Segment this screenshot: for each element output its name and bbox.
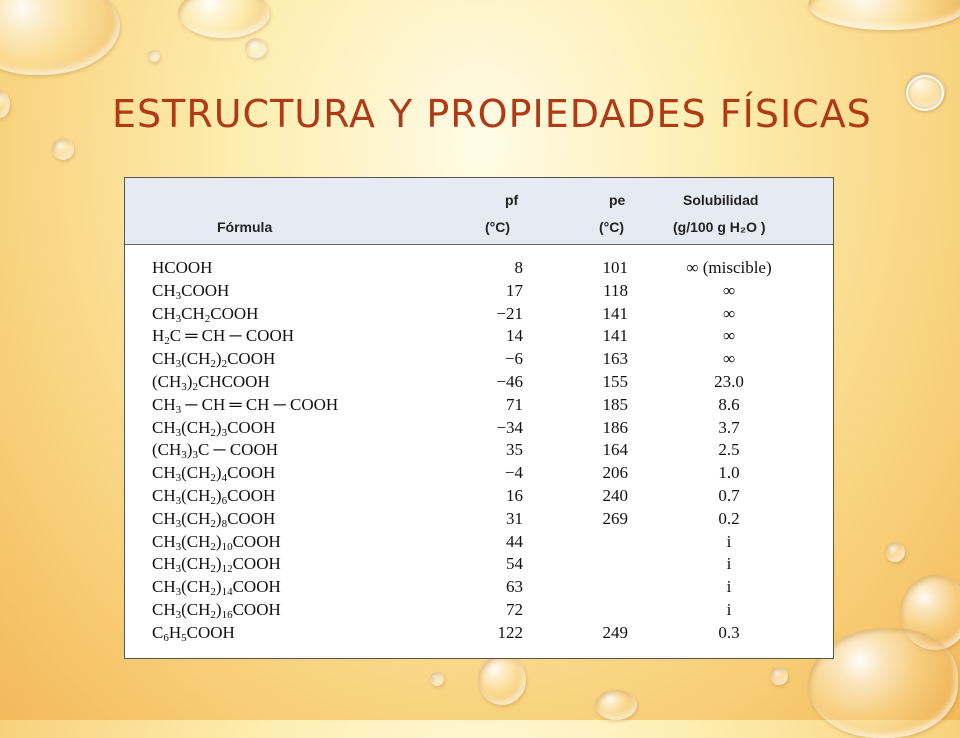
- cell-melting-point: 63: [506, 577, 523, 597]
- cell-formula: HCOOH: [152, 258, 213, 277]
- cell-boiling-point: 141: [602, 326, 628, 346]
- table-row: [125, 485, 833, 508]
- cell-solubility: i: [726, 554, 732, 574]
- table-header: [125, 178, 833, 245]
- table-row: [125, 280, 833, 303]
- cell-formula: $CH_3$ ─ CH ═ CH ─ COOH: [152, 394, 339, 416]
- cell-melting-point: 14: [506, 326, 523, 346]
- table-row: [125, 531, 833, 554]
- cell-solubility: ∞: [722, 349, 736, 369]
- cell-melting-point: 16: [506, 485, 523, 505]
- table-row: [125, 508, 833, 531]
- cell-solubility: 1.0: [718, 463, 740, 483]
- cell-formula: $(CH_3)_3C$ ─ COOH: [152, 440, 279, 462]
- cell-melting-point: 8: [514, 258, 523, 277]
- water-droplet: [52, 138, 74, 160]
- cell-boiling-point: 155: [602, 371, 628, 391]
- cell-formula: $CH_3(CH_2)_{12}COOH$: [152, 554, 281, 576]
- water-droplet: [0, 0, 120, 75]
- table-row: [125, 348, 833, 371]
- cell-solubility: ∞: [722, 326, 736, 346]
- cell-boiling-point: 206: [602, 463, 628, 483]
- cell-formula: $CH_3(CH_2)_{14}COOH$: [152, 577, 281, 599]
- table-row: [125, 462, 833, 485]
- cell-solubility: ∞: [722, 280, 736, 300]
- water-droplet: [885, 542, 905, 562]
- table-body: [125, 257, 833, 645]
- water-ring: [906, 75, 944, 111]
- cell-solubility: 23.0: [714, 371, 744, 391]
- cell-formula: $(CH_3)_2CHCOOH$: [152, 371, 270, 393]
- table-row: [125, 622, 833, 645]
- cell-formula: $CH_3(CH_2)_3COOH$: [152, 417, 276, 439]
- cell-melting-point: 122: [497, 622, 523, 642]
- cell-boiling-point: 185: [602, 394, 628, 414]
- water-droplet: [245, 38, 267, 58]
- cell-boiling-point: 269: [602, 508, 628, 528]
- table-row: [125, 394, 833, 417]
- cell-boiling-point: 240: [602, 485, 628, 505]
- cell-boiling-point: 164: [602, 440, 628, 460]
- cell-formula: $CH_3(CH_2)_2COOH$: [152, 349, 276, 371]
- cell-melting-point: −34: [496, 417, 523, 437]
- cell-solubility: i: [726, 599, 732, 619]
- cell-boiling-point: 118: [603, 280, 628, 300]
- cell-formula: $CH_3COOH$: [152, 280, 230, 302]
- cell-melting-point: 54: [506, 554, 523, 574]
- water-droplet: [770, 667, 788, 685]
- cell-formula: $H_2C$ ═ CH ─ COOH: [152, 326, 294, 348]
- water-droplet: [478, 655, 526, 705]
- table-row: [125, 325, 833, 348]
- cell-solubility: 0.2: [718, 508, 740, 528]
- header-pe: pe: [609, 192, 626, 208]
- cell-formula: $CH_3(CH_2)_{10}COOH$: [152, 531, 281, 553]
- table-row: [125, 553, 833, 576]
- cell-melting-point: −6: [504, 349, 523, 369]
- cell-formula: $CH_3(CH_2)_{16}COOH$: [152, 599, 281, 621]
- cell-solubility: 0.3: [718, 622, 740, 642]
- table-row: [125, 599, 833, 622]
- cell-melting-point: 35: [506, 440, 523, 460]
- cell-solubility: 0.7: [718, 485, 740, 505]
- water-droplet: [595, 690, 637, 720]
- cell-formula: $CH_3CH_2COOH$: [152, 303, 259, 325]
- table-row: [125, 303, 833, 326]
- table-row: [125, 417, 833, 440]
- table-row: [125, 439, 833, 462]
- cell-melting-point: −21: [496, 303, 523, 323]
- water-droplet: [178, 0, 270, 38]
- cell-solubility: i: [726, 531, 732, 551]
- cell-boiling-point: 101: [602, 258, 628, 277]
- cell-formula: $CH_3(CH_2)_4COOH$: [152, 463, 276, 485]
- header-formula: Fórmula: [217, 219, 273, 235]
- cell-formula: $CH_3(CH_2)_8COOH$: [152, 508, 276, 530]
- cell-melting-point: 72: [506, 599, 523, 619]
- cell-formula: $CH_3(CH_2)_6COOH$: [152, 485, 276, 507]
- table-row: [125, 371, 833, 394]
- cell-solubility: i: [726, 577, 732, 597]
- cell-solubility: 8.6: [718, 394, 740, 414]
- header-pf-unit: (°C): [485, 219, 511, 235]
- cell-melting-point: −46: [496, 371, 523, 391]
- table-row: [125, 576, 833, 599]
- cell-boiling-point: 163: [602, 349, 628, 369]
- water-droplet: [0, 90, 10, 118]
- header-solubility: Solubilidad: [683, 192, 759, 208]
- slide-title: ESTRUCTURA Y PROPIEDADES FÍSICAS: [112, 92, 872, 136]
- water-droplet: [148, 50, 160, 62]
- water-droplet: [430, 672, 444, 686]
- table-row: [125, 257, 833, 280]
- cell-solubility: ∞: [722, 303, 736, 323]
- properties-table: [124, 177, 834, 659]
- cell-solubility: 2.5: [718, 440, 740, 460]
- cell-formula: $C_6H_5COOH$: [152, 622, 235, 644]
- header-solubility-unit: (g/100 g H₂O ): [673, 219, 766, 235]
- cell-melting-point: 31: [506, 508, 523, 528]
- cell-boiling-point: 249: [602, 622, 628, 642]
- header-pf: pf: [505, 192, 519, 208]
- cell-solubility: 3.7: [718, 417, 740, 437]
- cell-boiling-point: 186: [602, 417, 628, 437]
- cell-melting-point: 17: [506, 280, 523, 300]
- header-pe-unit: (°C): [599, 219, 625, 235]
- cell-solubility: ∞ (miscible): [686, 258, 772, 277]
- cell-melting-point: 44: [506, 531, 523, 551]
- cell-melting-point: 71: [506, 394, 523, 414]
- water-droplet: [808, 0, 960, 30]
- cell-boiling-point: 141: [602, 303, 628, 323]
- cell-melting-point: −4: [504, 463, 523, 483]
